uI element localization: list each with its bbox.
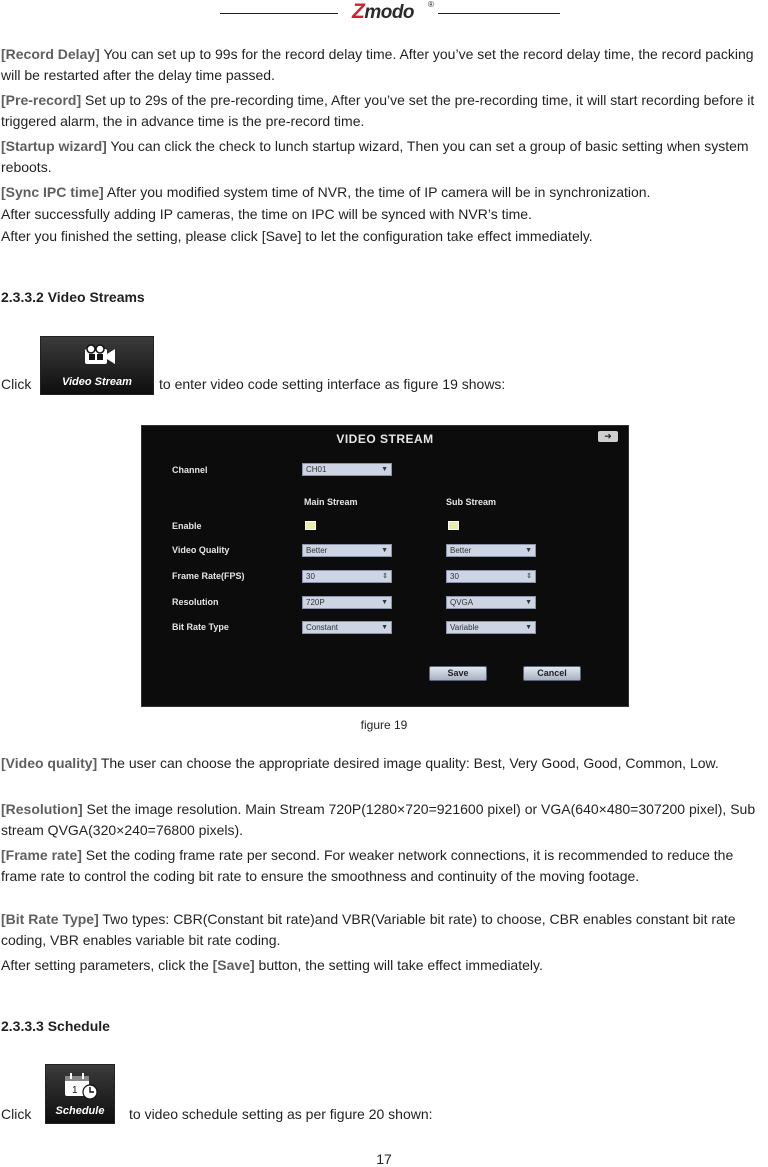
- label-bit-rate-type: Bit Rate Type: [172, 622, 229, 632]
- main-resolution-select[interactable]: 720P ▼: [302, 596, 392, 609]
- video-stream-instruction: to enter video code setting interface as figure 19 shows:: [159, 376, 506, 392]
- chevron-down-icon: ▼: [525, 624, 532, 631]
- label-channel: Channel: [172, 465, 208, 475]
- save-button[interactable]: Save: [429, 666, 487, 681]
- header-rule-right: [438, 13, 560, 14]
- click-word-schedule: Click: [1, 1106, 32, 1122]
- back-arrow-icon[interactable]: ➜: [598, 431, 618, 442]
- paragraph-pre-record: [Pre-record] Set up to 29s of the pre-recording time, After you’ve set the pre-recording time, it will start recording before it triggered alarm, the in advance time is the pre-record time.: [1, 92, 755, 129]
- sub-quality-select[interactable]: Better ▼: [446, 544, 536, 557]
- video-camera-icon: [84, 344, 116, 366]
- main-bitrate-select[interactable]: Constant ▼: [302, 621, 392, 634]
- schedule-button[interactable]: [45, 1064, 115, 1124]
- main-quality-select[interactable]: Better ▼: [302, 544, 392, 557]
- paragraph-sync-note: After successfully adding IP cameras, the time on IPC will be synced with NVR’s time.: [1, 206, 532, 222]
- sub-bitrate-select[interactable]: Variable ▼: [446, 621, 536, 634]
- label-resolution: Resolution: [172, 597, 219, 607]
- screenshot-title: VIDEO STREAM: [336, 432, 434, 446]
- page-number: 17: [376, 1151, 392, 1167]
- brand-logo: Zmodo: [352, 0, 415, 23]
- label-frame-rate: Frame Rate(FPS): [172, 571, 245, 581]
- calendar-clock-icon: [63, 1071, 99, 1101]
- sub-fps-stepper[interactable]: 30 ⇕: [446, 570, 536, 583]
- stepper-icon: ⇕: [526, 573, 532, 580]
- schedule-instruction: to video schedule setting as per figure 20 shown:: [129, 1106, 433, 1122]
- page-header: [0, 0, 768, 24]
- paragraph-record-delay: [Record Delay] You can set up to 99s for the record delay time. After you’ve set the record delay time, the record packing will be restarted after the delay time passed.: [1, 46, 754, 83]
- registered-mark: ®: [428, 0, 434, 9]
- sub-resolution-select[interactable]: QVGA ▼: [446, 596, 536, 609]
- main-enable-checkbox[interactable]: [305, 521, 316, 530]
- stepper-icon: ⇕: [382, 573, 388, 580]
- section-heading-video-streams: 2.3.3.2 Video Streams: [1, 289, 145, 305]
- channel-select[interactable]: CH01 ▼: [302, 463, 392, 476]
- svg-text:1: 1: [72, 1085, 78, 1096]
- paragraph-frame-rate: [Frame rate] Set the coding frame rate per second. For weaker network connections, it is recommended to reduce the frame rate to control the coding bit rate to ensure the smoothness and continuity of the moving footage.: [1, 847, 734, 884]
- label-enable: Enable: [172, 521, 202, 531]
- chevron-down-icon: ▼: [525, 547, 532, 554]
- paragraph-save-note: After you finished the setting, please click [Save] to let the configuration take effect immediately.: [1, 228, 593, 244]
- paragraph-startup-wizard: [Startup wizard] You can click the check to lunch startup wizard, Then you can set a group of basic setting when system reboots.: [1, 138, 749, 175]
- cancel-button[interactable]: Cancel: [523, 666, 581, 681]
- sub-enable-checkbox[interactable]: [448, 521, 459, 530]
- section-heading-schedule: 2.3.3.3 Schedule: [1, 1018, 110, 1034]
- main-fps-stepper[interactable]: 30 ⇕: [302, 570, 392, 583]
- figure-caption: figure 19: [360, 718, 408, 732]
- header-rule-left: [220, 13, 338, 14]
- paragraph-resolution: [Resolution] Set the image resolution. Main Stream 720P(1280×720=921600 pixel) or VGA(640×480=307200 pixel), Sub stream QVGA(320×240=76800 pixels).: [1, 801, 756, 838]
- paragraph-video-quality: [Video quality] The user can choose the appropriate desired image quality: Best, Very Good, Good, Common, Low.: [1, 755, 719, 771]
- paragraph-after-setting: After setting parameters, click the [Save] button, the setting will take effect immediately.: [1, 957, 543, 973]
- click-word: Click: [1, 376, 32, 392]
- label-video-quality: Video Quality: [172, 545, 230, 555]
- main-stream-heading: Main Stream: [304, 497, 358, 507]
- chevron-down-icon: ▼: [381, 624, 388, 631]
- video-stream-screenshot: [141, 425, 629, 707]
- chevron-down-icon: ▼: [381, 599, 388, 606]
- sub-stream-heading: Sub Stream: [446, 497, 497, 507]
- video-stream-button-label: Video Stream: [62, 376, 132, 388]
- chevron-down-icon: ▼: [381, 547, 388, 554]
- chevron-down-icon: ▼: [381, 466, 388, 473]
- paragraph-sync-ipc-time: [Sync IPC time] After you modified system time of NVR, the time of IP camera will be in synchronization.: [1, 184, 651, 200]
- schedule-button-label: Schedule: [55, 1105, 105, 1117]
- paragraph-bit-rate-type: [Bit Rate Type] Two types: CBR(Constant bit rate)and VBR(Variable bit rate) to choose, CBR enables constant bit rate coding, VBR enables variable bit rate coding.: [1, 911, 736, 948]
- chevron-down-icon: ▼: [525, 599, 532, 606]
- video-stream-button[interactable]: [40, 336, 154, 395]
